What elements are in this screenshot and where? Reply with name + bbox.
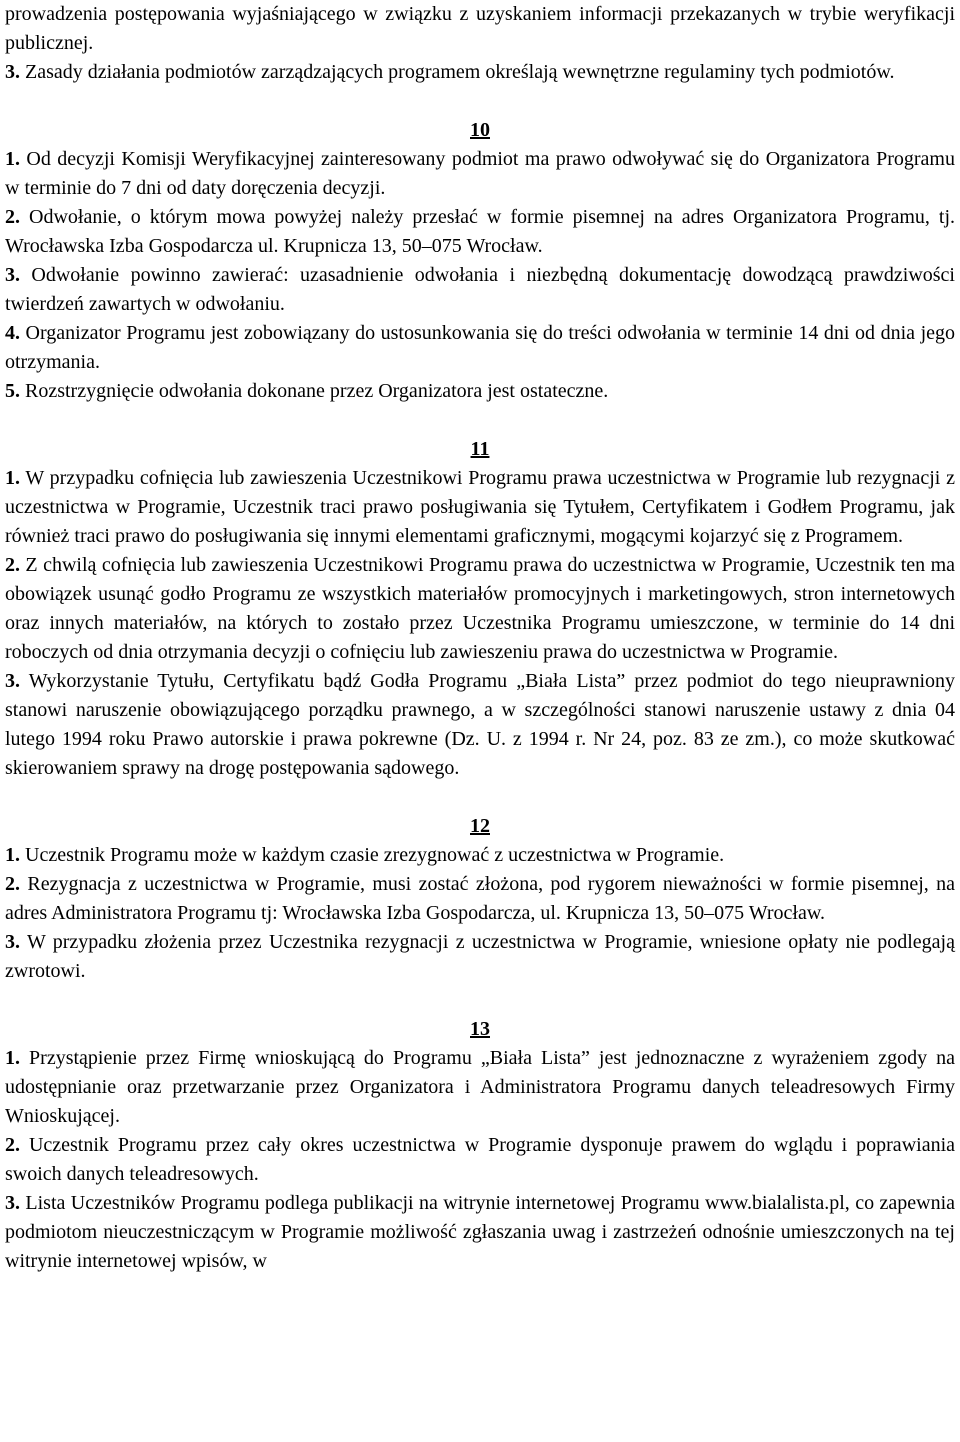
item-number: 3.: [5, 264, 20, 286]
s10-item-1: [5, 145, 955, 203]
s13-item-2: [5, 1131, 955, 1189]
spacer: [5, 783, 955, 812]
spacer: [5, 986, 955, 1015]
item-text: Organizator Programu jest zobowiązany do ustosunkowania się do treści odwołania w terminie 14 dni od dnia jego otrzymania.: [5, 322, 955, 373]
item-text: Odwołanie, o którym mowa powyżej należy przesłać w formie pisemnej na adres Organizatora Programu, tj. Wrocławska Izba Gospodarcza ul. Krupnicza 13, 50–075 Wrocław.: [5, 206, 955, 257]
item-text: Rezygnacja z uczestnictwa w Programie, musi zostać złożona, pod rygorem nieważności w formie pisemnej, na adres Administratora Programu tj: Wrocławska Izba Gospodarcza, ul. Krupnicza 13, 50–075 Wrocław.: [5, 873, 955, 924]
item-text: Z chwilą cofnięcia lub zawieszenia Uczestnikowi Programu prawa do uczestnictwa w Programie, Uczestnik ten ma obowiązek usunąć godło Programu ze wszystkich materiałów promocyjnych i marketingowych, stron internetowych oraz innych materiałów, na których to zostało przez Uczestnika Programu umieszczone, w terminie do 14 dni roboczych od dnia otrzymania decyzji o cofnięciu lub zawieszeniu prawa do uczestnictwa w Programie.: [5, 554, 955, 663]
item-number: 2.: [5, 1134, 20, 1156]
section-heading-10: 10: [470, 119, 490, 141]
s11-item-1: [5, 464, 955, 551]
item-text: Wykorzystanie Tytułu, Certyfikatu bądź Godła Programu „Biała Lista” przez podmiot do tego nieuprawniony stanowi naruszenie obowiązującego porządku prawnego, a w szczególności stanowi naruszenie ustawy z dnia 04 lutego 1994 roku Prawo autorskie i prawa pokrewne (Dz. U. z 1994 r. Nr 24, poz. 83 ze zm.), co może skutkować skierowaniem sprawy na drogę postępowania sądowego.: [5, 670, 955, 779]
item-number: 5.: [5, 380, 20, 402]
item-text: W przypadku złożenia przez Uczestnika rezygnacji z uczestnictwa w Programie, wniesione opłaty nie podlegają zwrotowi.: [5, 931, 955, 982]
item-number: 3.: [5, 670, 20, 692]
s13-item-1: [5, 1044, 955, 1131]
item-number: 1.: [5, 148, 20, 170]
section-heading-13: 13: [470, 1018, 490, 1040]
s12-item-3: [5, 928, 955, 986]
spacer: [5, 87, 955, 116]
s10-item-5: [5, 377, 955, 406]
item-text: Rozstrzygnięcie odwołania dokonane przez Organizatora jest ostateczne.: [20, 380, 609, 402]
item-number: 2.: [5, 206, 20, 228]
intro-text: prowadzenia postępowania wyjaśniającego w związku z uzyskaniem informacji przekazanych w trybie weryfikacji publicznej.: [5, 3, 955, 54]
item-text: Uczestnik Programu może w każdym czasie zrezygnować z uczestnictwa w Programie.: [20, 844, 725, 866]
s11-item-3: [5, 667, 955, 783]
item-number: 1.: [5, 467, 20, 489]
s12-item-2: [5, 870, 955, 928]
section-heading-11: 11: [470, 438, 490, 460]
item-number: 3.: [5, 931, 20, 953]
s10-item-4: [5, 319, 955, 377]
s12-item-1: [5, 841, 955, 870]
item-text: Lista Uczestników Programu podlega publikacji na witrynie internetowej Programu www.bialalista.pl, co zapewnia podmiotom nieuczestniczącym w Programie możliwość zgłaszania uwag i zastrzeżeń odnośnie umieszczonych na tej witrynie internetowej wpisów, w: [5, 1192, 955, 1272]
item-number: 2.: [5, 873, 20, 895]
item-number: 1.: [5, 844, 20, 866]
section-heading-12: 12: [470, 815, 490, 837]
s13-item-3: [5, 1189, 955, 1276]
s10-item-3: [5, 261, 955, 319]
item-text: Zasady działania podmiotów zarządzających programem określają wewnętrzne regulaminy tych podmiotów.: [20, 61, 895, 83]
s11-item-2: [5, 551, 955, 667]
item-number: 3.: [5, 1192, 20, 1214]
item-text: W przypadku cofnięcia lub zawieszenia Uczestnikowi Programu prawa uczestnictwa w Programie lub rezygnacji z uczestnictwa w Programie, Uczestnik traci prawo posługiwania się Tytułem, Certyfikatem i Godłem Programu, jak również traci prawo do posługiwania się innymi elementami graficznymi, mogącymi kojarzyć się z Programem.: [5, 467, 955, 547]
spacer: [5, 406, 955, 435]
intro-item-3: [5, 58, 955, 87]
item-text: Od decyzji Komisji Weryfikacyjnej zainteresowany podmiot ma prawo odwoływać się do Organizatora Programu w terminie do 7 dni od daty doręczenia decyzji.: [5, 148, 955, 199]
item-text: Przystąpienie przez Firmę wnioskującą do Programu „Biała Lista” jest jednoznaczne z wyrażeniem zgody na udostępnianie oraz przetwarzanie przez Organizatora i Administratora Programu danych teleadresowych Firmy Wnioskującej.: [5, 1047, 955, 1127]
item-number: 3.: [5, 61, 20, 83]
item-text: Odwołanie powinno zawierać: uzasadnienie odwołania i niezbędną dokumentację dowodzącą prawdziwości twierdzeń zawartych w odwołaniu.: [5, 264, 955, 315]
item-number: 4.: [5, 322, 20, 344]
item-text: Uczestnik Programu przez cały okres uczestnictwa w Programie dysponuje prawem do wglądu i poprawiania swoich danych teleadresowych.: [5, 1134, 955, 1185]
document-page: [5, 0, 955, 1276]
s10-item-2: [5, 203, 955, 261]
item-number: 1.: [5, 1047, 20, 1069]
intro-continuation: [5, 0, 955, 58]
item-number: 2.: [5, 554, 20, 576]
